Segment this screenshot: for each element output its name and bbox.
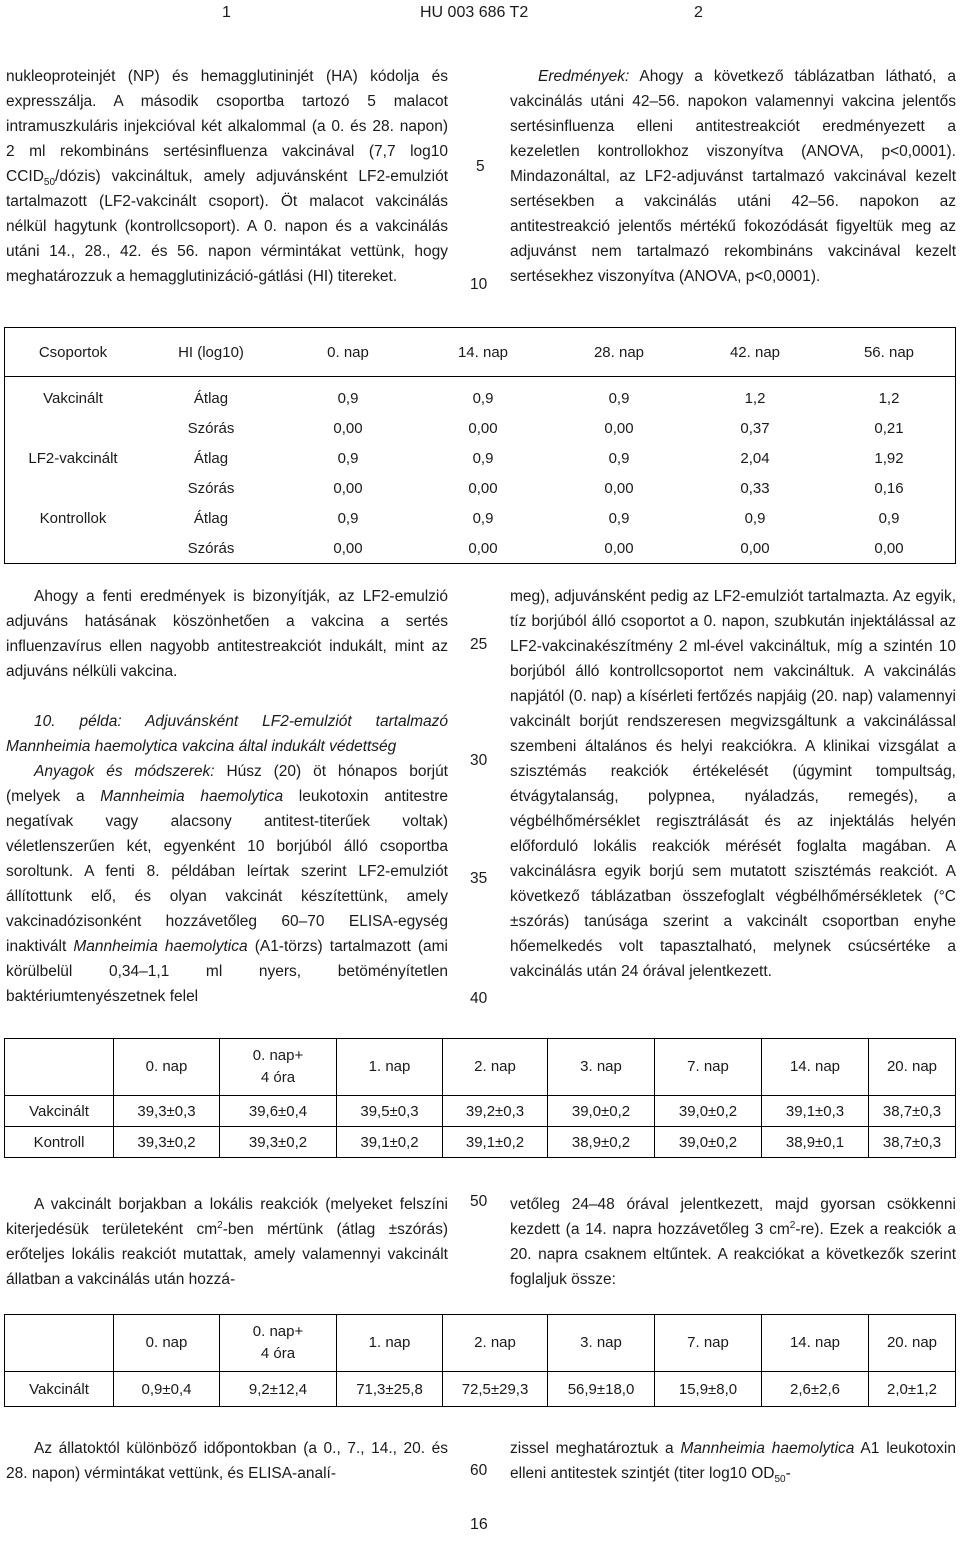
table-header: 7. nap bbox=[655, 1315, 762, 1372]
table-cell: 0,00 bbox=[468, 479, 498, 497]
document-id: HU 003 686 T2 bbox=[420, 4, 529, 21]
table-cell: 0,00 bbox=[333, 479, 363, 497]
table-cell: 15,9±8,0 bbox=[655, 1372, 762, 1407]
table-cell: Átlag bbox=[193, 389, 229, 407]
table-row bbox=[5, 1096, 956, 1127]
middle-right-column bbox=[510, 584, 956, 984]
table-cell: 39,6±0,4 bbox=[220, 1096, 337, 1127]
middle-right-paragraph: meg), adjuvánsként pedig az LF2-emulziót tartalmazta. Az egyik, tíz borjúból álló csoportot a 0. napon, szubkután injektálással az LF2-vakcinakészítmény 2 ml-ével vakcináltuk, míg a szintén 10 borjúból álló kontrollcsoportot nem vakcináltuk. A vakcinálás napjától (0. nap) a kísérleti fertőzés napjáig (20. nap) valamennyi vakcinált borjút rendszeresen megvizsgáltunk a vakcinálással szembeni általános és helyi reakciókra. A klinikai vizsgálat a szisztémás reakciók értékelését (úgymint tompultság, étvágytalanság, polypnea, nyáladzás, remegés), a végbélhőmérséklet regisztrálását és az injektálás helyén előforduló lokális reakciók mérését foglalta magában. A vakcinálásra egyik borjú sem mutatott szisztémás reakciót. A következő táblázatban összefoglalt végbélhőmérsékletek (°C ±szórás) tanúsága szerint a vakcinált csoportban enyhe hőemelkedés volt tapasztalható, melynek csúcsértéke a vakcinálás után 24 órával jelentkezett. bbox=[510, 588, 956, 980]
table-cell: 39,3±0,2 bbox=[220, 1127, 337, 1158]
table-cell: 38,9±0,1 bbox=[762, 1127, 869, 1158]
table-cell: 39,0±0,2 bbox=[655, 1127, 762, 1158]
table-cell bbox=[5, 533, 142, 564]
table-cell: 0,9 bbox=[608, 509, 630, 527]
table-cell: 0,00 bbox=[604, 419, 634, 437]
lower-right-paragraph: vetőleg 24–48 órával jelentkezett, majd gyorsan csökkenni kezdett (a 14. napra hozzávetőleg 3 $cm^2-re$). Ezek a reakciók a 20. napra csaknem eltűntek. A reakciókat a következők szerint foglaljuk össze: bbox=[510, 1196, 956, 1288]
table-header: 20. nap bbox=[869, 1039, 956, 1096]
table-cell bbox=[5, 413, 142, 443]
table-cell: 0,9 bbox=[337, 509, 359, 527]
table-cell: 38,7±0,3 bbox=[869, 1096, 956, 1127]
table-cell: 56,9±18,0 bbox=[548, 1372, 655, 1407]
table-cell: 0,00 bbox=[333, 539, 363, 557]
table-header: 0. nap+ 4 óra bbox=[220, 1315, 337, 1372]
table-cell: 0,9 bbox=[878, 509, 900, 527]
page-footer-number: 16 bbox=[470, 1516, 488, 1533]
table-header: 0. nap bbox=[114, 1315, 220, 1372]
table-header: 1. nap bbox=[337, 1315, 443, 1372]
table-header: 14. nap bbox=[762, 1039, 869, 1096]
table-header: 0. nap bbox=[281, 328, 415, 377]
left-page-number: 1 bbox=[222, 4, 231, 21]
table-header: 3. nap bbox=[548, 1039, 655, 1096]
table-header: 42. nap bbox=[687, 328, 823, 377]
table-cell: 0,9 bbox=[608, 389, 630, 407]
table-cell: 0,00 bbox=[468, 419, 498, 437]
table-cell: 39,2±0,3 bbox=[443, 1096, 548, 1127]
table-cell: Szórás bbox=[187, 479, 235, 497]
table-cell: Vakcinált bbox=[5, 1372, 114, 1407]
table-row bbox=[5, 377, 956, 414]
middle-left-column bbox=[6, 584, 448, 1009]
table-cell: 1,92 bbox=[874, 449, 904, 467]
table-header: 0. nap+ 4 óra bbox=[220, 1039, 337, 1096]
local-reaction-table bbox=[4, 1314, 956, 1407]
table-cell: Szórás bbox=[187, 539, 235, 557]
table-cell: 0,9 bbox=[337, 389, 359, 407]
table-cell: 39,0±0,2 bbox=[655, 1096, 762, 1127]
table-header: 0. nap bbox=[114, 1039, 220, 1096]
table-cell: 0,9 bbox=[337, 449, 359, 467]
table-header: 7. nap bbox=[655, 1039, 762, 1096]
table-cell: 0,00 bbox=[468, 539, 498, 557]
table-cell: 0,21 bbox=[874, 419, 904, 437]
table-cell: 72,5±29,3 bbox=[443, 1372, 548, 1407]
table-row bbox=[5, 473, 956, 503]
table-row bbox=[5, 1372, 956, 1407]
table-cell: 2,6±2,6 bbox=[762, 1372, 869, 1407]
materials-paragraph: Anyagok és módszerek: Húsz (20) öt hónapos borjút (melyek a Mannheimia haemolytica leukotoxin antitestre negatívak vagy alacsony antitest-titerűek voltak) véletlenszerűen két, egyenként 10 borjúból álló csoportba soroltunk. A fenti 8. példában leírtak szerint LF2-emulziót állítottunk elő, és olyan vakcinát készítettünk, amely vakcinadózisonként hozzávetőleg 60–70 ELISA-egység inaktivált Mannheimia haemolytica (A1-törzs) tartalmazott (ami körülbelül 0,34–1,1 ml nyers, betöményítetlen baktériumtenyészetnek felel bbox=[6, 763, 448, 1005]
table-cell: 0,33 bbox=[740, 479, 770, 497]
table-cell: 39,1±0,2 bbox=[443, 1127, 548, 1158]
table-cell: Átlag bbox=[193, 509, 229, 527]
table-header: 3. nap bbox=[548, 1315, 655, 1372]
table-cell: 2,04 bbox=[740, 449, 770, 467]
table-cell: 0,9 bbox=[608, 449, 630, 467]
table-header: 20. nap bbox=[869, 1315, 956, 1372]
example-title: 10. példa: Adjuvánsként LF2-emulziót tartalmazó Mannheimia haemolytica vakcina által indukált védettség bbox=[6, 713, 448, 755]
table-header: Csoportok bbox=[5, 328, 142, 377]
table-cell: 9,2±12,4 bbox=[220, 1372, 337, 1407]
table-cell: 0,00 bbox=[604, 539, 634, 557]
top-left-paragraph: nukleoproteinjét (NP) és hemagglutininjét (HA) kódolja és expresszálja. A második csoportba tartozó 5 malacot intramuszkuláris injekcióval két alkalommal (a 0. és 28. napon) 2 ml rekombináns sertésinfluenza vakcinával (7,7 log10 $CCID_{50}/dózis$) vakcináltuk, amely adjuvánsként LF2-emulziót tartalmazott (LF2-vakcinált csoport). Öt malacot vakcinálás nélkül hagytunk (kontrollcsoport). A 0. napon és a vakcinálás utáni 14., 28., 42. és 56. napon vérmintákat vettünk, hogy meghatározzuk a hemagglutinizáció-gátlási (HI) titereket. bbox=[6, 68, 448, 285]
table-cell: Átlag bbox=[193, 449, 229, 467]
table-cell: Kontrollok bbox=[39, 509, 107, 527]
line-number: 25 bbox=[470, 636, 488, 653]
table-header: 28. nap bbox=[551, 328, 687, 377]
line-number: 10 bbox=[470, 276, 488, 293]
table-cell: LF2-vakcinált bbox=[28, 449, 118, 467]
table-cell: 0,16 bbox=[874, 479, 904, 497]
table-header: 14. nap bbox=[762, 1315, 869, 1372]
table-cell: Vakcinált bbox=[5, 1096, 114, 1127]
table-header: HI (log10) bbox=[141, 328, 281, 377]
table-cell: 0,9 bbox=[472, 389, 494, 407]
table-cell: 39,1±0,2 bbox=[337, 1127, 443, 1158]
table-cell: 39,0±0,2 bbox=[548, 1096, 655, 1127]
hi-titer-table bbox=[4, 327, 956, 564]
table-cell: 1,2 bbox=[878, 389, 900, 407]
table-row bbox=[5, 443, 956, 473]
line-number: 40 bbox=[470, 990, 488, 1007]
table-cell: 39,5±0,3 bbox=[337, 1096, 443, 1127]
line-number: 30 bbox=[470, 752, 488, 769]
table-cell: 0,00 bbox=[740, 539, 770, 557]
bottom-right-paragraph: zissel meghatároztuk a Mannheimia haemolytica A1 leukotoxin elleni antitestek szintjét (titer log10 $OD_{50}-$ bbox=[510, 1440, 957, 1486]
right-page-number: 2 bbox=[694, 4, 703, 21]
top-right-paragraph: Eredmények: Ahogy a következő táblázatban látható, a vakcinálás utáni 42–56. napokon valamennyi vakcina jelentős sertésinfluenza elleni antitestreakciót eredményezett a kezeletlen kontrollokhoz viszonyítva (ANOVA, p<0,0001). Mindazonáltal, az LF2-adjuvánst tartalmazó vakcinával kezelt sertésekben a vakcinálás utáni 42–56. napokon az antitestreakció jelentős mértékű fokozódását figyeltük meg az adjuvánst nem tartalmazó rekombináns vakcinával kezelt sertésekhez viszonyítva (ANOVA, p<0,0001). bbox=[510, 68, 956, 285]
table-row bbox=[5, 1127, 956, 1158]
table-row bbox=[5, 413, 956, 443]
table-header: 1. nap bbox=[337, 1039, 443, 1096]
table-row bbox=[5, 533, 956, 564]
table-cell: 0,9±0,4 bbox=[114, 1372, 220, 1407]
table-cell: Vakcinált bbox=[43, 389, 103, 407]
table-cell: 0,00 bbox=[604, 479, 634, 497]
table-cell: 0,37 bbox=[740, 419, 770, 437]
table-row bbox=[5, 503, 956, 533]
table-header: 56. nap bbox=[823, 328, 956, 377]
table-cell: 2,0±1,2 bbox=[869, 1372, 956, 1407]
table-cell: 38,7±0,3 bbox=[869, 1127, 956, 1158]
table-cell: Szórás bbox=[187, 419, 235, 437]
table-cell: Kontroll bbox=[5, 1127, 114, 1158]
table-header bbox=[5, 1039, 114, 1096]
table-header: 14. nap bbox=[415, 328, 551, 377]
table-cell: 0,00 bbox=[874, 539, 904, 557]
table-cell: 39,1±0,3 bbox=[762, 1096, 869, 1127]
table-cell: 1,2 bbox=[744, 389, 766, 407]
table-cell: 0,9 bbox=[472, 449, 494, 467]
results-label: Eredmények: bbox=[538, 68, 630, 85]
line-number: 60 bbox=[470, 1462, 488, 1479]
table-header bbox=[5, 1315, 114, 1372]
bottom-left-paragraph: Az állatoktól különböző időpontokban (a 0., 7., 14., 20. és 28. napon) vérmintákat vettünk, és ELISA-analí- bbox=[6, 1440, 448, 1482]
line-number: 50 bbox=[470, 1193, 488, 1210]
table-cell: 0,9 bbox=[744, 509, 766, 527]
conclusion-paragraph: Ahogy a fenti eredmények is bizonyítják, az LF2-emulzió adjuváns hatásának köszönhetően a vakcina a sertés influenzavírus ellen nagyobb antitestreakciót indukált, mint az adjuváns nélküli vakcina. bbox=[6, 588, 448, 680]
rectal-temperature-table bbox=[4, 1038, 956, 1158]
table-cell: 39,3±0,2 bbox=[114, 1127, 220, 1158]
table-cell bbox=[5, 473, 142, 503]
line-number: 35 bbox=[470, 870, 488, 887]
table-header: 2. nap bbox=[443, 1315, 548, 1372]
table-cell: 38,9±0,2 bbox=[548, 1127, 655, 1158]
table-cell: 0,9 bbox=[472, 509, 494, 527]
table-cell: 0,00 bbox=[333, 419, 363, 437]
line-number: 5 bbox=[476, 158, 485, 175]
table-cell: 71,3±25,8 bbox=[337, 1372, 443, 1407]
table-cell: 39,3±0,3 bbox=[114, 1096, 220, 1127]
lower-left-paragraph: A vakcinált borjakban a lokális reakciók (melyeket felszíni kiterjedésük területeként $cm^2$-ben mértünk (átlag ±szórás) erőteljes lokális reakciót mutattak, amely valamennyi vakcinált állatban a vakcinálás után hozzá- bbox=[6, 1196, 448, 1288]
table-header: 2. nap bbox=[443, 1039, 548, 1096]
